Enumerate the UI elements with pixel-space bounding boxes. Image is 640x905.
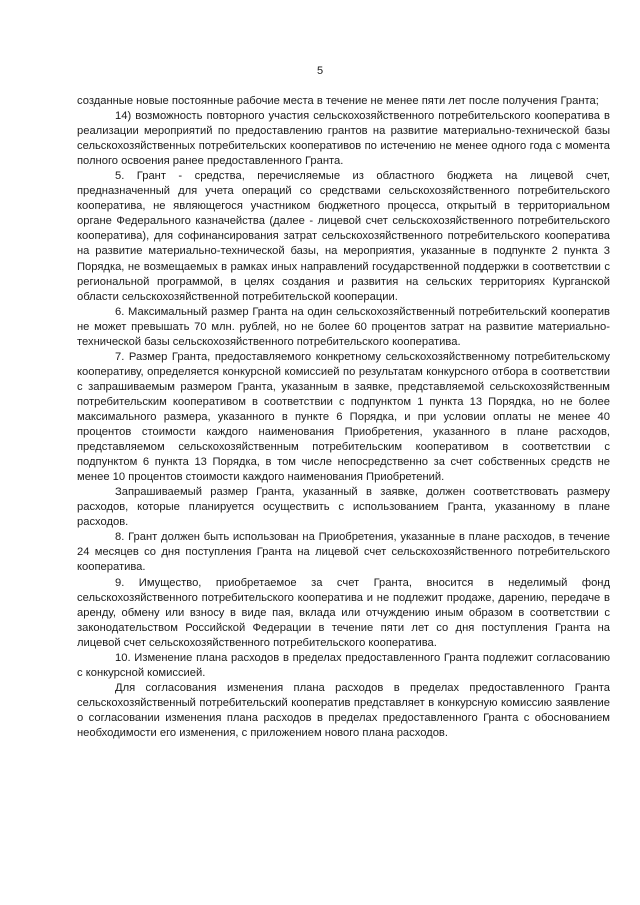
paragraph-9: 9. Имущество, приобретаемое за счет Гранта, вносится в неделимый фонд сельскохозяйственного потребительского кооператива и не подлежит продаже, дарению, передаче в аренду, обмену или взносу в виде пая, вклада или отчуждению иным образом в соответствии с законодательством Российской Федерации в течение пяти лет со дня поступления Гранта на лицевой счет сельскохозяйственного потребительского кооператива. [77,576,610,649]
page-number: 5 [316,65,324,77]
paragraph-7: 7. Размер Гранта, предоставляемого конкретному сельскохозяйственному потребительскому кооперативу, определяется конкурсной комиссией по результатам конкурсного отбора в соответствии с запрашиваемым размером Гранта, указанным в заявке, представляемой сельскохозяйственным потребительским кооперативом в соответствии с подпунктом 1 пункта 13 Порядка, но не более максимального размера, указанного в пункте 6 Порядка, и при условии оплаты не менее 40 процентов стоимости каждого наименования Приобретения, указанного в плане расходов, представляемом сельскохозяйственным потребительским кооперативом в соответствии с подпунктом 6 пункта 13 Порядка, в том числе непосредственно за счет собственных средств не менее 10 процентов стоимости каждого наименования Приобретений. [77,350,610,484]
paragraph-7-continued: Запрашиваемый размер Гранта, указанный в заявке, должен соответствовать размеру расходов, которые планируется осуществить с использованием Гранта, указанному в плане расходов. [77,486,610,529]
paragraph-item-14: 14) возможность повторного участия сельскохозяйственного потребительского кооператива в реализации мероприятий по предоставлению грантов на развитие материально-технической базы сельскохозяйственных потребительских кооперативов по истечению не менее одного года с момента полного освоения ранее предоставленного Гранта. [77,110,610,168]
paragraph-10-continued: Для согласования изменения плана расходов в пределах предоставленного Гранта сельскохозяйственный потребительский кооператив представляет в конкурсную комиссию заявление о согласовании изменения плана расходов в пределах предоставленного Гранта с обоснованием необходимости его изменения, с приложением нового плана расходов. [77,681,610,739]
paragraph-10: 10. Изменение плана расходов в пределах предоставленного Гранта подлежит согласованию с конкурсной комиссией. [77,651,610,679]
paragraph-5: 5. Грант - средства, перечисляемые из областного бюджета на лицевой счет, предназначенный для учета операций со средствами сельскохозяйственного потребительского кооператива, не являющегося участником бюджетного процесса, открытый в территориальном органе Федерального казначейства (далее - лицевой счет сельскохозяйственного потребительского кооператива), для софинансирования затрат сельскохозяйственного потребительского кооператива на развитие материально-технической базы, на мероприятия, указанные в подпункте 2 пункта 3 Порядка, не возмещаемых в рамках иных направлений государственной поддержки в соответствии с региональной программой, в целях создания и развития на сельских территориях Курганской области сельскохозяйственной потребительской кооперации. [77,170,610,303]
paragraph-6: 6. Максимальный размер Гранта на один сельскохозяйственный потребительский кооператив не может превышать 70 млн. рублей, но не более 60 процентов затрат на развитие материально-технической базы сельскохозяйственного потребительского кооператива. [77,305,610,348]
paragraph-continuation: созданные новые постоянные рабочие места в течение не менее пяти лет после получения Гранта; [77,95,599,107]
document-body [77,94,610,741]
paragraph-8: 8. Грант должен быть использован на Приобретения, указанные в плане расходов, в течение 24 месяцев со дня поступления Гранта на лицевой счет сельскохозяйственного потребительского кооператива. [77,531,610,574]
